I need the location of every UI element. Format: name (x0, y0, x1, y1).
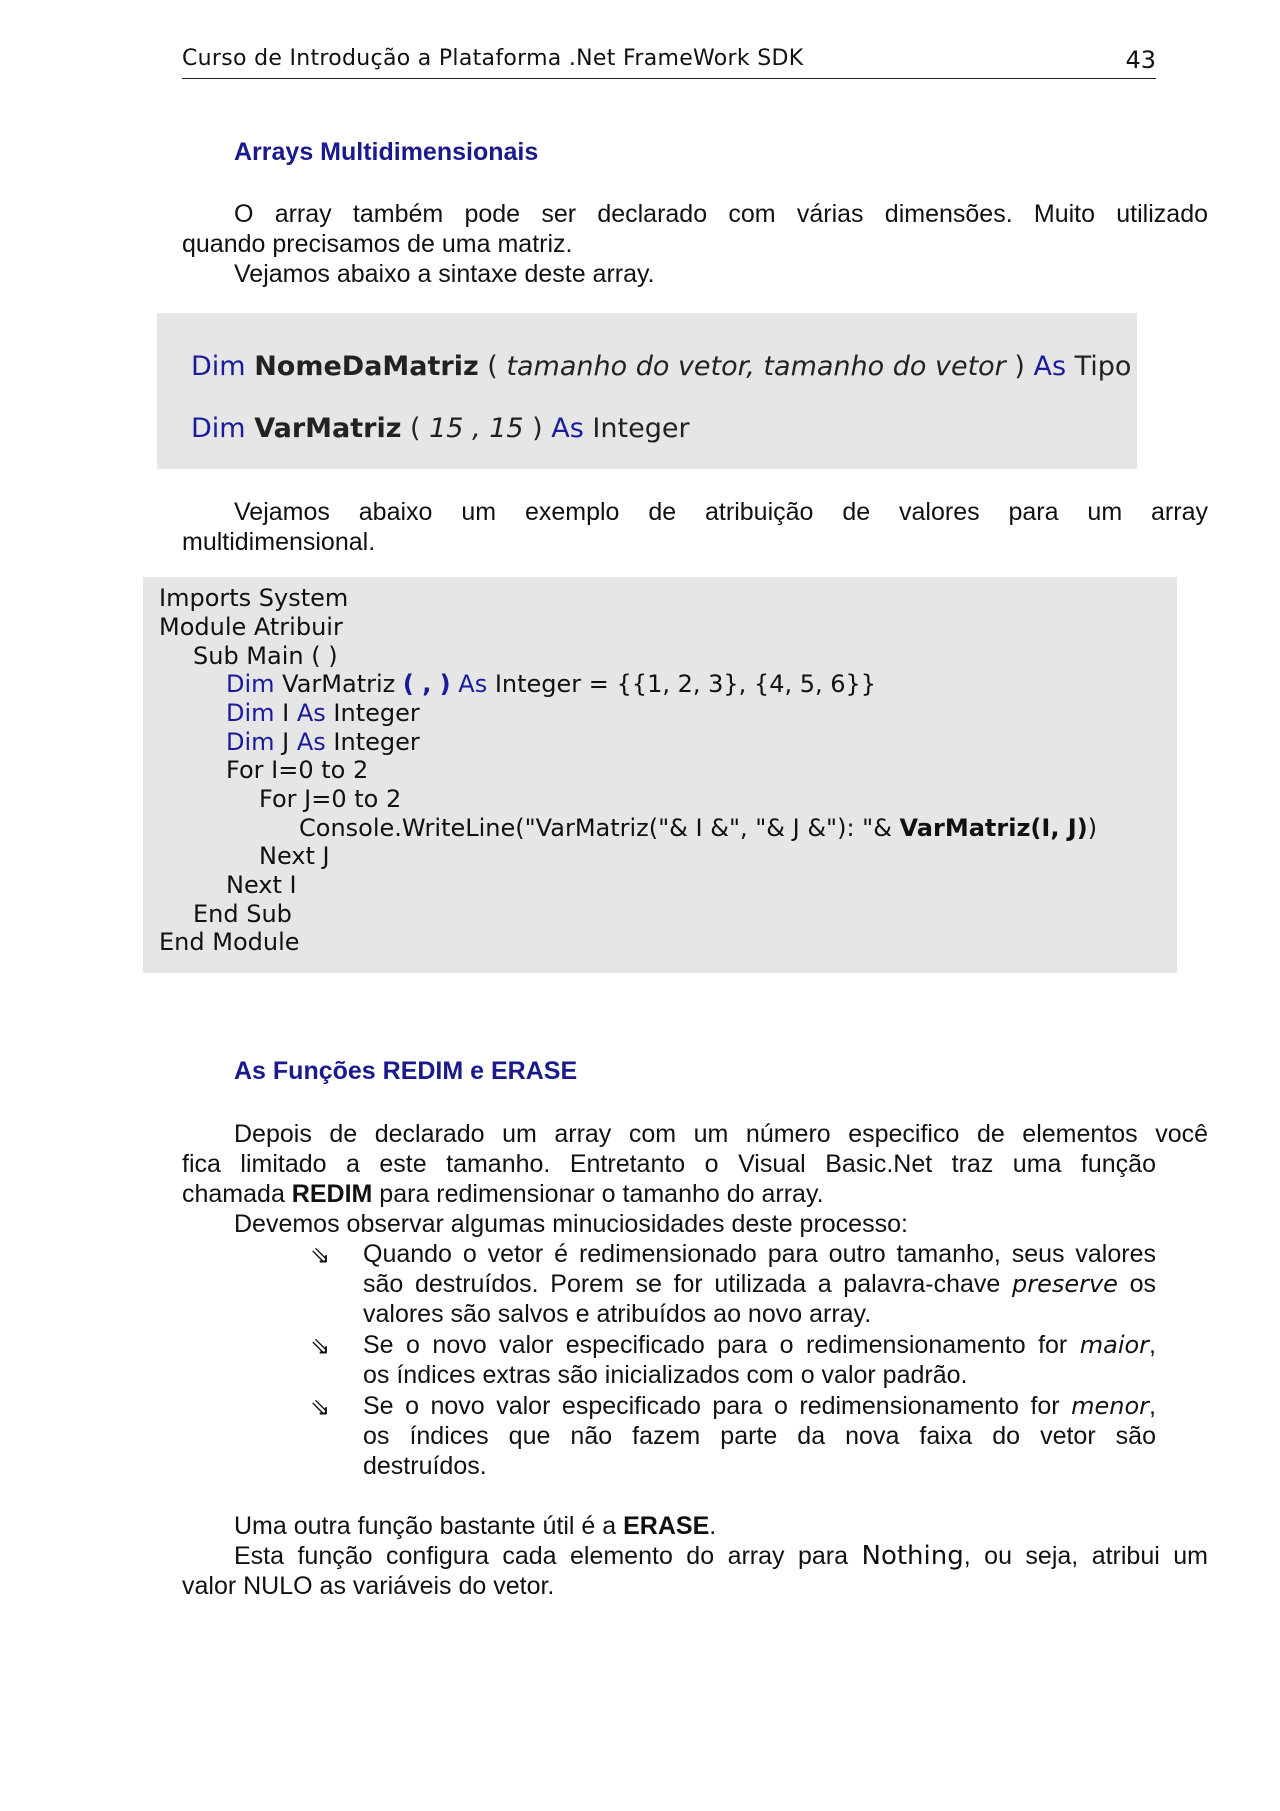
text-run: chamada (182, 1180, 292, 1208)
section-heading-arrays-multidimensionais: Arrays Multidimensionais (234, 138, 539, 166)
code-text: I (274, 699, 297, 727)
keyword: Dim (191, 413, 246, 444)
code-line: End Module (159, 928, 300, 956)
paragraph-line: valor NULO as variáveis do vetor. (182, 1572, 555, 1600)
text-run: os (1117, 1270, 1156, 1298)
arrow-bullet-icon: ⇘ (310, 1241, 331, 1269)
paragraph-line (182, 1179, 1156, 1209)
matrix-name: NomeDaMatriz (254, 351, 479, 382)
code-parens: ( , ) (402, 670, 451, 698)
bullet-line: os índices extras são inicializados com o valor padrão. (363, 1361, 968, 1389)
keyword: Dim (226, 670, 275, 698)
code-line (226, 728, 420, 756)
code-line: For J=0 to 2 (259, 785, 402, 813)
keyword: As (458, 670, 488, 698)
syntax-line-1 (191, 351, 1131, 382)
arrow-bullet-icon: ⇘ (310, 1393, 331, 1421)
code-text: J (274, 728, 297, 756)
keyword: As (296, 728, 326, 756)
code-line (299, 814, 1097, 842)
code-text: ) (1087, 814, 1098, 842)
code-line (226, 670, 876, 698)
paragraph-line (182, 1511, 1208, 1541)
code-line: Module Atribuir (159, 613, 343, 641)
code-line: Next I (226, 871, 297, 899)
paragraph-line: Depois de declarado um array com um número especifico de elementos você (234, 1120, 1208, 1148)
page-header (182, 44, 1156, 79)
text-run: , (1149, 1392, 1156, 1420)
syntax-args: 15 , 15 (429, 413, 524, 444)
code-line: Imports System (159, 584, 349, 612)
code-line (226, 699, 420, 727)
keyword-erase: ERASE (623, 1512, 710, 1540)
text-run: Se o novo valor especificado para o redimensionamento for (363, 1331, 1080, 1359)
paragraph-line: Vejamos abaixo a sintaxe deste array. (234, 260, 655, 288)
text-run: . (709, 1512, 717, 1540)
paragraph-line (182, 1541, 1208, 1571)
syntax-box (157, 313, 1137, 469)
matrix-name: VarMatriz (254, 413, 402, 444)
keyword-redim: REDIM (291, 1180, 373, 1208)
paragraph-line: Devemos observar algumas minuciosidades deste processo: (234, 1210, 908, 1238)
code-box (143, 577, 1177, 973)
paragraph-line: multidimensional. (182, 528, 376, 556)
text-run: Se o novo valor especificado para o redimensionamento for (363, 1392, 1072, 1420)
page-number: 43 (1125, 46, 1156, 74)
code-text: Integer (325, 699, 420, 727)
code-bold-expr: VarMatriz(I, J) (899, 814, 1088, 842)
syntax-line-2 (191, 413, 690, 444)
text-run: para redimensionar o tamanho do array. (372, 1180, 824, 1208)
type-name: Tipo (1066, 351, 1132, 382)
text-run: Esta função configura cada elemento do array para (234, 1542, 862, 1570)
text-run: , (1149, 1331, 1156, 1359)
bullet-line (363, 1330, 1156, 1360)
bullet-line: valores são salvos e atribuídos ao novo array. (363, 1300, 872, 1328)
header-title: Curso de Introdução a Plataforma .Net FrameWork SDK (182, 46, 804, 71)
code-line: For I=0 to 2 (226, 756, 369, 784)
keyword: Dim (226, 699, 275, 727)
code-text: Console.WriteLine("VarMatriz("& I &", "& J &"): "& (299, 814, 900, 842)
code-line: Sub Main ( ) (193, 642, 338, 670)
text-run: , ou seja, atribui um (963, 1542, 1208, 1570)
keyword-nothing: Nothing (861, 1541, 964, 1571)
bullet-line: Quando o vetor é redimensionado para outro tamanho, seus valores (363, 1240, 1156, 1268)
keyword: As (1033, 351, 1067, 382)
bullet-line (363, 1391, 1156, 1421)
paragraph-line: quando precisamos de uma matriz. (182, 230, 573, 258)
arrow-bullet-icon: ⇘ (310, 1332, 331, 1360)
code-text: Integer = {{1, 2, 3}, {4, 5, 6}} (487, 670, 877, 698)
syntax-args: tamanho do vetor, tamanho do vetor (506, 351, 1006, 382)
code-text: Integer (325, 728, 420, 756)
bullet-line: destruídos. (363, 1452, 487, 1480)
text-run: Uma outra função bastante útil é a (234, 1512, 624, 1540)
keyword: As (551, 413, 584, 444)
paragraph-line: Vejamos abaixo um exemplo de atribuição de valores para um array (234, 498, 1208, 526)
section-heading-redim-erase: As Funções REDIM e ERASE (234, 1057, 578, 1085)
code-line: Next J (259, 842, 330, 870)
code-line: End Sub (193, 900, 292, 928)
keyword: Dim (226, 728, 275, 756)
keyword-maior: maior (1079, 1331, 1150, 1359)
paren: ) (523, 413, 552, 444)
bullet-line (363, 1269, 1156, 1299)
paragraph-line: O array também pode ser declarado com várias dimensões. Muito utilizado (234, 200, 1208, 228)
bullet-line: os índices que não fazem parte da nova faixa do vetor são (363, 1422, 1156, 1450)
paren: ) (1005, 351, 1034, 382)
paragraph-line: fica limitado a este tamanho. Entretanto o Visual Basic.Net traz uma função (182, 1150, 1156, 1178)
keyword-preserve: preserve (1011, 1270, 1118, 1298)
keyword: Dim (191, 351, 246, 382)
paren: ( (478, 351, 507, 382)
text-run: são destruídos. Porem se for utilizada a palavra-chave (363, 1270, 1012, 1298)
code-text: VarMatriz (274, 670, 403, 698)
type-name: Integer (583, 413, 690, 444)
paren: ( (401, 413, 430, 444)
keyword-menor: menor (1071, 1392, 1150, 1420)
keyword: As (296, 699, 326, 727)
